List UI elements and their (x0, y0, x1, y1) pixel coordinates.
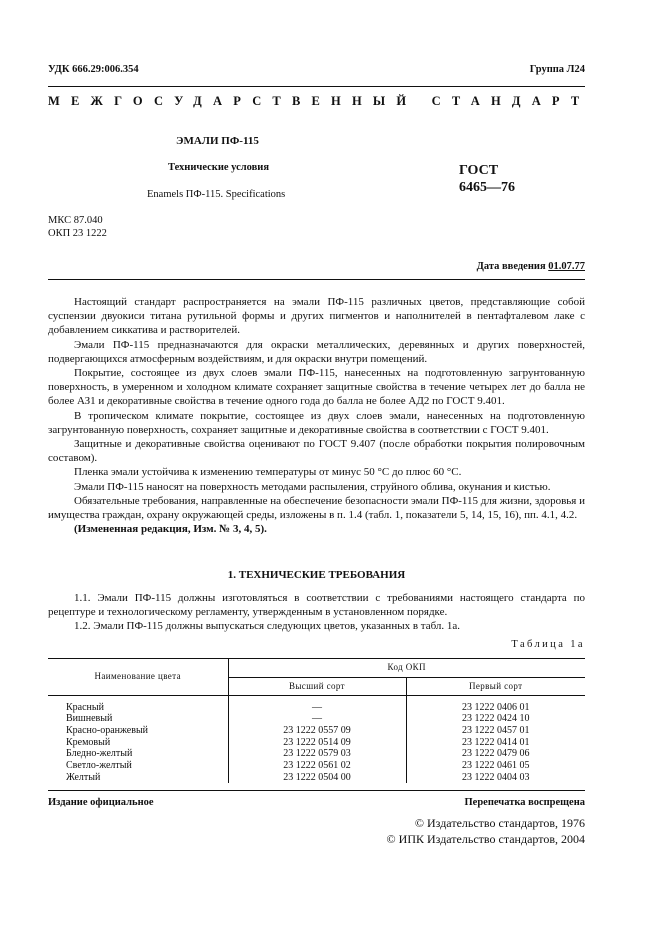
intro-paragraph: Эмали ПФ-115 предназначаются для окраски металлических, деревянных и других поверхностей, подвергающихся атмосферным воздействиям, и для окраски внутри помещений. (48, 338, 585, 365)
gost-number: 6465—76 (459, 180, 515, 195)
first-grade-cell: 23 1222 0406 01 (462, 701, 530, 713)
okp-code: ОКП 23 1222 (48, 228, 107, 239)
english-title: Enamels ПФ-115. Specifications (147, 189, 286, 200)
color-name-cell: Вишневый (48, 713, 228, 725)
intro-paragraph: Обязательные требования, направленные на обеспечение безопасности эмали ПФ-115 для жизни, здоровья и имущества граждан, охрану окружающей среды, изложены в п. 1.4 (табл. 1, показатели 5, 14, 15, 16), пп. 4.1, 4.2. (48, 494, 585, 522)
table-row (48, 725, 585, 737)
intro-paragraph: Пленка эмали устойчива к изменению температуры от минус 50 °С до плюс 60 °С. (74, 466, 462, 479)
high-grade-cell: — (228, 702, 406, 714)
intro-text (48, 295, 585, 536)
footer-rule (48, 790, 585, 791)
mks-code: МКС 87.040 (48, 215, 103, 226)
color-name-cell: Светло-желтый (48, 760, 228, 772)
document-title: ЭМАЛИ ПФ-115 (176, 135, 259, 147)
reprint-notice: Перепечатка воспрещена (464, 797, 585, 808)
high-grade-cell: 23 1222 0504 00 (228, 772, 406, 784)
official-edition: Издание официальное (48, 797, 154, 808)
section-heading: 1. ТЕХНИЧЕСКИЕ ТРЕБОВАНИЯ (227, 569, 406, 581)
gost-label: ГОСТ (459, 163, 499, 178)
high-grade-cell: 23 1222 0561 02 (228, 760, 406, 772)
date-value: 01.07.77 (548, 261, 585, 272)
high-grade-cell: 23 1222 0579 03 (228, 748, 406, 760)
high-grade-cell: 23 1222 0557 09 (228, 725, 406, 737)
color-name-cell: Красно-оранжевый (48, 725, 228, 737)
clause-1-2: 1.2. Эмали ПФ-115 должны выпускаться следующих цветов, указанных в табл. 1а. (74, 620, 461, 633)
intro-paragraph: В тропическом климате покрытие, состоящее из двух слоев эмали, нанесенных на подготовленную загрунтованную поверхность, сохраняет защитные и декоративные свойства в соответствии с ГОСТ 9.401. (48, 409, 585, 436)
udk-code: УДК 666.29:006.354 (48, 64, 139, 75)
document-subtitle: Технические условия (168, 162, 270, 173)
copyright-1976: © Издательство стандартов, 1976 (414, 816, 585, 830)
table-row (48, 760, 585, 772)
introduction-date (477, 261, 585, 272)
group-code: Группа Л24 (529, 64, 585, 75)
date-rule (48, 279, 585, 280)
col-header-first-grade: Первый сорт (406, 678, 585, 696)
copyright-2004: © ИПК Издательство стандартов, 2004 (386, 832, 585, 846)
high-grade-cell: 23 1222 0514 09 (228, 737, 406, 749)
color-name-cell: Желтый (48, 772, 228, 784)
intro-paragraph: Покрытие, состоящее из двух слоев эмали ПФ-115, нанесенных на подготовленную загрунтованную поверхность, в умеренном и холодном климате сохраняет защитные свойства в течение четырех лет до балла не более АЗ1 и декоративные свойства в течение одного года до балла не более АД2 по ГОСТ 9.401. (48, 367, 585, 408)
table-row (48, 713, 585, 725)
table-caption: Таблица 1а (511, 639, 585, 650)
high-grade-cell: — (228, 713, 406, 725)
clause-1-1: 1.1. Эмали ПФ-115 должны изготовляться в соответствии с требованиями настоящего стандарта по рецептуре и технологическому регламенту, утвержденным в установленном порядке. (48, 592, 585, 619)
first-grade-cell: 23 1222 0414 01 (462, 736, 530, 748)
col-header-color-name: Наименование цвета (48, 659, 228, 696)
table-row (48, 702, 585, 714)
intro-paragraph: Защитные и декоративные свойства оценивают по ГОСТ 9.407 (после обработки покрытия полировочным составом). (48, 438, 585, 465)
col-header-high-grade: Высший сорт (228, 678, 406, 696)
table-row (48, 737, 585, 749)
amendment-note: (Измененная редакция, Изм. № 3, 4, 5). (74, 523, 267, 536)
color-name-cell: Кремовый (48, 737, 228, 749)
first-grade-cell: 23 1222 0424 10 (462, 713, 530, 725)
first-grade-cell: 23 1222 0404 03 (462, 771, 530, 783)
top-rule (48, 86, 585, 87)
intro-paragraph: Настоящий стандарт распространяется на эмали ПФ-115 различных цветов, представляющие собой суспензии двуокиси титана рутильной формы и других пигментов и наполнителей в пентафталевом лаке с добавлением сиккатива и растворителей. (48, 296, 585, 337)
first-grade-cell: 23 1222 0457 01 (462, 724, 530, 736)
color-name-cell: Бледно-желтый (48, 748, 228, 760)
color-name-cell: Красный (48, 702, 228, 714)
table-row (48, 772, 585, 784)
section-text (48, 591, 585, 634)
standard-banner: МЕЖГОСУДАРСТВЕННЫЙ СТАНДАРТ (48, 94, 591, 108)
date-label: Дата введения (476, 261, 546, 272)
col-header-okp: Код ОКП (228, 659, 585, 678)
table-row (48, 748, 585, 760)
intro-paragraph: Эмали ПФ-115 наносят на поверхность методами распыления, струйного облива, окунания и кистью. (74, 480, 551, 493)
colors-table (48, 658, 585, 783)
first-grade-cell: 23 1222 0479 06 (462, 748, 530, 760)
first-grade-cell: 23 1222 0461 05 (462, 760, 530, 772)
